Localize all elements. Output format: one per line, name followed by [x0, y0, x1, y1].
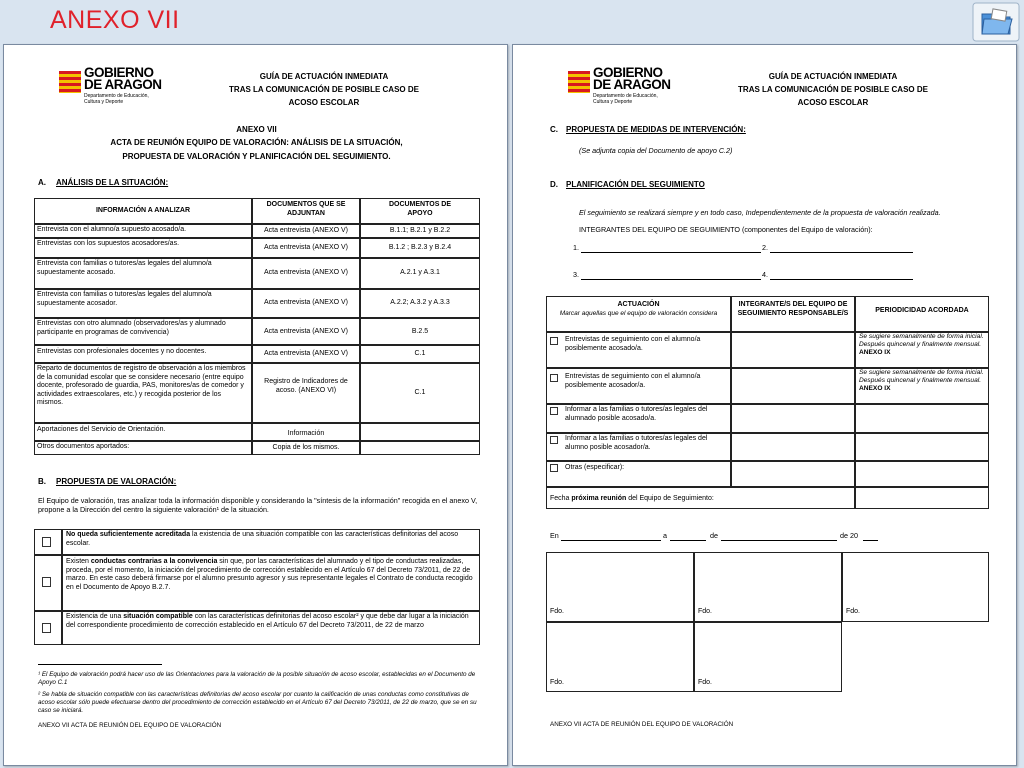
gobierno-aragon-logo: GOBIERNO DE ARAGON Departamento de Educación, Cultura y Deporte	[59, 67, 169, 113]
section-a-number: A.	[38, 178, 46, 187]
aragon-flag-icon	[59, 71, 81, 93]
followup-row-2-checkbox[interactable]	[550, 407, 558, 415]
option-contrary-conduct-checkbox[interactable]	[42, 577, 51, 587]
footnote-1: ¹ El Equipo de valoración podrá hacer uso de las Orientaciones para la valoración de la posible situación de acoso escolar, establecidas en el Documento de Apoyo C.1	[38, 671, 476, 686]
page-footer: ANEXO VII ACTA DE REUNIÓN DEL EQUIPO DE VALORACIÓN	[550, 721, 734, 728]
aragon-flag-icon	[568, 71, 590, 93]
table-row: Otros documentos aportados:	[37, 443, 130, 450]
member-3-field[interactable]	[581, 279, 761, 280]
col-header-actuacion: ACTUACIÓN	[617, 301, 660, 308]
section-d-members: INTEGRANTES DEL EQUIPO DE SEGUIMIENTO (componentes del Equipo de valoración):	[579, 225, 873, 234]
table-row: Entrevistas de seguimiento con el alumno/a posiblemente acosado/a.	[565, 336, 701, 352]
option-compatible-checkbox[interactable]	[42, 623, 51, 633]
col-header-periodicidad: PERIODICIDAD ACORDADA	[875, 307, 969, 314]
member-4-field[interactable]	[770, 279, 913, 280]
signature-box[interactable]	[694, 622, 842, 692]
signature-box[interactable]	[546, 552, 694, 622]
document-page-right: GOBIERNO DE ARAGON Departamento de Educación, Cultura y Deporte GUÍA DE ACTUACIÓN INMEDIATA TRAS LA COMUNICACIÓN DE POSIBLE CASO DE ACOSO ESCOLAR C. PROPUESTA DE MEDIDAS DE INTERVENCIÓN: (Se adjunta copia del Documento de apoyo C.2) D. PLANIFICACIÓN DEL SEGUIMIENTO El seguimiento se realizará siempre y en todo caso, Independientemente de la propuesta de valoración realizada. INTEGRANTES DEL EQUIPO DE SEGUIMIENTO (componentes del Equipo de valoración): 1. 2. 3. 4. ACTUACIÓN Marcar aquellas que el equipo de valoración considera INTEGRANTE/S DEL EQUIPO DE SEGUIMIENTO RESPONSABLE/S PERIODICIDAD ACORDADA Entrevistas de seguimiento con el alumno/a posiblemente acosado/a. Se sugiere semanalmente de forma inicial. Después quincenal y finalmente mensual. ANEXO IX Entrevistas de seguimiento con el alumno/a posiblemente acosador/a. Se sugiere semanalmente de forma inicial. Después quincenal y finalmente mensual. ANEXO IX Informar a las familias o tutores/as legales del alumnado posible acosado/a. Informar a las familias o tutores/as legales del alumno posible acosador/a. Otras (especificar): Fecha próxima reunión del Equipo de Seguimiento: En a de de 20 Fdo. Fdo. Fdo. Fdo. Fdo. ANEXO VII ACTA DE REUNIÓN DEL EQUIPO DE VALORACIÓN	[512, 44, 1017, 766]
option-not-accredited: No queda suficientemente acreditada la existencia de una situación compatible con las características definitorias del acoso escolar.	[66, 531, 459, 547]
table-row: Informar a las familias o tutores/as legales del alumnado posible acosado/a.	[565, 406, 708, 422]
signature-box[interactable]	[842, 552, 989, 622]
member-2-field[interactable]	[770, 252, 913, 253]
section-b-number: B.	[38, 477, 46, 486]
signature-box[interactable]	[546, 622, 694, 692]
date-month-field[interactable]	[721, 540, 837, 541]
option-not-accredited-checkbox[interactable]	[42, 537, 51, 547]
page-footer: ANEXO VII ACTA DE REUNIÓN DEL EQUIPO DE VALORACIÓN	[38, 722, 222, 729]
table-row: Informar a las familias o tutores/as legales del alumno posible acosador/a.	[565, 435, 708, 451]
table-row: Aportaciones del Servicio de Orientación.	[37, 426, 166, 433]
followup-row-4-checkbox[interactable]	[550, 464, 558, 472]
footnote-divider	[38, 664, 162, 665]
table-row: Entrevistas con profesionales docentes y no docentes.	[37, 348, 207, 355]
document-page-left: GOBIERNO DE ARAGON Departamento de Educación, Cultura y Deporte GUÍA DE ACTUACIÓN INMEDIATA TRAS LA COMUNICACIÓN DE POSIBLE CASO DE ACOSO ESCOLAR ANEXO VII ACTA DE REUNIÓN EQUIPO DE VALORACIÓN: ANÁLISIS DE LA SITUACIÓN, PROPUESTA DE VALORACIÓN Y PLANIFICACIÓN DEL SEGUIMIENTO. A. ANÁLISIS DE LA SITUACIÓN: INFORMACIÓN A ANALIZAR DOCUMENTOS QUE SE ADJUNTAN DOCUMENTOS DE APOYO Entrevista con el alumno/a supuesto acosado/a. Acta entrevista (ANEXO V) B.1.1; B.2.1 y B.2.2 Entrevistas con los supuestos acosadores/as. Acta entrevista (ANEXO V) B.1.2 ; B.2.3 y B.2.4 Entrevista con familias o tutores/as legales del alumno/a supuestamente acosado. Acta entrevista (ANEXO V) A.2.1 y A.3.1 Entrevista con familias o tutores/as legales del alumno/a supuestamente acosador. Acta entrevista (ANEXO V) A.2.2; A.3.2 y A.3.3 Entrevistas con otro alumnado (observadores/as y alumnado participante en programas de convivencia) Acta entrevista (ANEXO V) B.2.5 Entrevistas con profesionales docentes y no docentes. Acta entrevista (ANEXO V) C.1 Reparto de documentos de registro de observación a los miembros de la comunidad escolar que se considere necesario (entre equipo docente, profesorado de guardia, PAS, monitores/as de comedor y actividades extraescolares, etc.) y recogida posterior de los mismos. Registro de Indicadores de acoso. (ANEXO VI) C.1 Aportaciones del Servicio de Orientación. Información Otros documentos aportados: Copia de los mismos. B. PROPUESTA DE VALORACIÓN: El Equipo de valoración, tras analizar toda la información disponible y considerando la "síntesis de la información" recogida en el anexo V, propone a la Dirección del centro la siguiente valoración¹ de la situación. No queda suficientemente acreditada la existencia de una situación compatible con las características definitorias del acoso escolar. Existen conductas contrarias a la convivencia sin que, por las características del alumnado y el tipo de conductas realizadas, proceda, por el momento, la iniciación del procedimiento de corrección establecido en el Artículo 67 del Decreto 73/2011, de 22 de marzo. En este caso deberá firmarse por el alumno presunto agresor y sus representante legales el Contrato de conducta recogido en el Documento de Apoyo B.2.7. Existencia de una situación compatible con las características definitorias del acoso escolar² y que debe dar lugar a la iniciación del correspondiente procedimiento de corrección establecido en el Artículo 67 del Decreto 73/2011, de 22 de marzo ¹ El Equipo de valoración podrá hacer uso de las Orientaciones para la valoración de la posible situación de acoso escolar, establecidas en el Documento de Apoyo C.1 ² Se habla de situación compatible con las características definitorias del acoso escolar por cuanto la calificación de unas conductas como constitutivas de acoso escolar sólo puede efectuarse dentro del procedimiento de corrección establecido en el Artículo 67 del Decreto 73/2011, de 22 de marzo, que se en su caso se iniciará. ANEXO VII ACTA DE REUNIÓN DEL EQUIPO DE VALORACIÓN	[3, 44, 508, 766]
table-row: Reparto de documentos de registro de observación a los miembros de la comunidad escolar que se considere necesario (entre equipo docente, profesorado de guardia, PAS, monitores/as de comedor y actividades extraescolares, etc.) y recogida posterior de los mismos.	[37, 365, 246, 407]
gobierno-aragon-logo: GOBIERNO DE ARAGON Departamento de Educación, Cultura y Deporte	[568, 67, 678, 113]
section-b-paragraph: El Equipo de valoración, tras analizar toda la información disponible y considerando la "síntesis de la información" recogida en el anexo V, propone a la Dirección del centro la siguiente valoración¹ de la situación.	[38, 496, 478, 514]
section-c-number: C.	[550, 125, 558, 134]
section-c-heading: PROPUESTA DE MEDIDAS DE INTERVENCIÓN:	[566, 125, 746, 134]
annex-title: ANEXO VII	[236, 125, 277, 134]
folder-icon[interactable]	[972, 2, 1020, 42]
next-meeting-label: Fecha próxima reunión del Equipo de Seguimiento:	[550, 495, 714, 502]
section-a-heading: ANÁLISIS DE LA SITUACIÓN:	[56, 178, 169, 187]
table-row: Entrevistas con los supuestos acosadores/as.	[37, 240, 180, 247]
followup-row-0-checkbox[interactable]	[550, 337, 558, 345]
date-place-field[interactable]	[561, 540, 661, 541]
followup-row-3-checkbox[interactable]	[550, 436, 558, 444]
footnote-2: ² Se habla de situación compatible con las características definitorias del acoso escolar por cuanto la calificación de unas conductas como constitutivas de acoso escolar sólo puede efectuarse dentro del procedimiento de corrección establecido en el Artículo 67 del Decreto 73/2011, de 22 de marzo, que se en su caso se iniciará.	[38, 691, 477, 714]
col-header-integrantes: INTEGRANTE/S DEL EQUIPO DE SEGUIMIENTO RESPONSABLE/S	[737, 301, 849, 317]
doc-title-line-1: ACTA DE REUNIÓN EQUIPO DE VALORACIÓN: ANÁLISIS DE LA SITUACIÓN,	[110, 138, 403, 147]
section-d-heading: PLANIFICACIÓN DEL SEGUIMIENTO	[566, 180, 705, 189]
slide-title: ANEXO VII	[50, 6, 180, 34]
section-c-note: (Se adjunta copia del Documento de apoyo C.2)	[579, 146, 733, 155]
col-header-apoyo: DOCUMENTOS DE APOYO	[388, 201, 452, 217]
date-year-field[interactable]	[863, 540, 878, 541]
option-contrary-conduct: Existen conductas contrarias a la convivencia sin que, por las características del alumnado y el tipo de conductas realizadas, proceda, por el momento, la iniciación del procedimiento de corrección establecido en el Artículo 67 del Decreto 73/2011, de 22 de marzo. En este caso deberá firmarse por el alumno presunto agresor y sus representante legales el Contrato de conducta recogido en el Documento de Apoyo B.2.7.	[66, 558, 473, 591]
table-row: Entrevista con familias o tutores/as legales del alumno/a supuestamente acosador.	[37, 291, 212, 307]
table-row: Entrevistas con otro alumnado (observadores/as y alumnado participante en programas de convivencia)	[37, 320, 226, 336]
option-compatible: Existencia de una situación compatible con las características definitorias del acoso escolar² y que debe dar lugar a la iniciación del correspondiente procedimiento de corrección establecido en el Artículo 67 del Decreto 73/2011, de 22 de marzo	[66, 613, 469, 629]
section-d-number: D.	[550, 180, 558, 189]
section-d-paragraph: El seguimiento se realizará siempre y en todo caso, Independientemente de la propuesta de valoración realizada.	[579, 208, 941, 217]
guide-heading: GUÍA DE ACTUACIÓN INMEDIATA TRAS LA COMUNICACIÓN DE POSIBLE CASO DE ACOSO ESCOLAR	[229, 72, 419, 107]
signature-box[interactable]	[694, 552, 842, 622]
guide-heading: GUÍA DE ACTUACIÓN INMEDIATA TRAS LA COMUNICACIÓN DE POSIBLE CASO DE ACOSO ESCOLAR	[738, 72, 928, 107]
member-1-field[interactable]	[581, 252, 761, 253]
table-row: Entrevistas de seguimiento con el alumno/a posiblemente acosador/a.	[565, 373, 701, 389]
col-header-info: INFORMACIÓN A ANALIZAR	[95, 207, 191, 214]
table-row: Otras (especificar):	[565, 464, 625, 471]
section-b-heading: PROPUESTA DE VALORACIÓN:	[56, 477, 177, 486]
followup-row-1-checkbox[interactable]	[550, 374, 558, 382]
col-header-docs: DOCUMENTOS QUE SE ADJUNTAN	[266, 201, 346, 217]
table-row: Entrevista con familias o tutores/as legales del alumno/a supuestamente acosado.	[37, 260, 212, 276]
date-day-field[interactable]	[670, 540, 706, 541]
table-row: Entrevista con el alumno/a supuesto acosado/a.	[37, 226, 187, 233]
doc-title-line-2: PROPUESTA DE VALORACIÓN Y PLANIFICACIÓN DEL SEGUIMIENTO.	[122, 152, 391, 161]
